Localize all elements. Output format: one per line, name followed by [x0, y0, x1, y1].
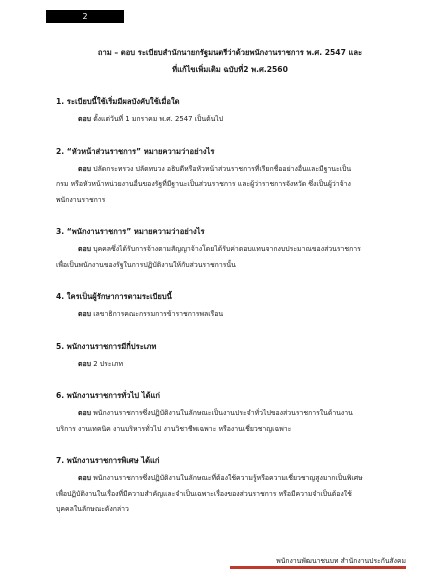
qa-item-6 — [56, 390, 376, 437]
page-number: 2 — [82, 12, 88, 21]
qa-item-2 — [56, 146, 376, 209]
answer-2-line-2: กรม หรือหัวหน้าหน่วยงานอื่นของรัฐที่มีฐานะเป็นส่วนราชการ และผู้ว่าราชการจังหวัด ซึ่งเป็นผู้ว่าจ้าง — [56, 180, 351, 188]
answer-2-line-3: พนักงานราชการ — [56, 195, 106, 204]
question-3: 3. “พนักงานราชการ” หมายความว่าอย่างไร — [56, 227, 205, 236]
question-6: 6. พนักงานราชการทั่วไป ได้แก่ — [56, 391, 161, 400]
document-title — [60, 44, 400, 78]
answer-1-line-1: ตั้งแต่วันที่ 1 มกราคม พ.ศ. 2547 เป็นต้นไป — [93, 115, 224, 123]
answer-7-line-1: พนักงานราชการซึ่งปฏิบัติงานในลักษณะที่ต้องใช้ความรู้หรือความเชี่ยวชาญสูงมากเป็นพิเศษ — [93, 474, 363, 482]
page-number-badge — [46, 10, 124, 23]
answer-7-line-2: เพื่อปฏิบัติงานในเรื่องที่มีความสำคัญและจำเป็นเฉพาะเรื่องของส่วนราชการ หรือมีความจำเป็นต้องใช้ — [56, 489, 352, 498]
answer-3 — [56, 242, 376, 273]
qa-item-4 — [56, 291, 376, 323]
qa-item-5 — [56, 341, 376, 373]
qa-item-1 — [56, 96, 376, 128]
answer-4 — [56, 307, 376, 323]
qa-list — [56, 96, 376, 536]
answer-lead: ตอบ — [78, 474, 91, 482]
answer-1 — [56, 112, 376, 128]
answer-6-line-1: พนักงานราชการซึ่งปฏิบัติงานในลักษณะเป็นงานประจำทั่วไปของส่วนราชการในด้านงาน — [93, 409, 353, 417]
title-line-1: ถาม – ตอบ ระเบียบสำนักนายกรัฐมนตรีว่าด้วยพนักงานราชการ พ.ศ. 2547 และ — [97, 48, 363, 57]
answer-lead: ตอบ — [78, 245, 91, 253]
answer-6 — [56, 406, 376, 437]
footer-rule — [230, 566, 406, 569]
answer-7 — [56, 471, 376, 518]
answer-lead: ตอบ — [78, 409, 91, 417]
answer-3-line-2: เพื่อเป็นพนักงานของรัฐในการปฏิบัติงานให้กับส่วนราชการนั้น — [56, 260, 236, 269]
page-footer: พนักงานพัฒนาชนบท สำนักงานประกันสังคม — [276, 557, 406, 565]
answer-lead: ตอบ — [78, 164, 91, 173]
answer-lead: ตอบ — [78, 359, 91, 368]
qa-item-3 — [56, 226, 376, 273]
answer-3-line-1: บุคคลซึ่งได้รับการจ้างตามสัญญาจ้างโดยได้รับค่าตอบแทนจากงบประมาณของส่วนราชการ — [93, 245, 361, 253]
answer-5 — [56, 357, 376, 373]
question-2: 2. “หัวหน้าส่วนราชการ” หมายความว่าอย่างไร — [56, 146, 215, 156]
question-1: 1. ระเบียบนี้ใช้เริ่มมีผลบังคับใช้เมื่อใด — [56, 97, 180, 106]
answer-lead: ตอบ — [78, 310, 91, 318]
answer-2-line-1: ปลัดกระทรวง ปลัดทบวง อธิบดีหรือหัวหน้าส่วนราชการที่เรียกชื่ออย่างอื่นและมีฐานะเป็น — [93, 164, 352, 173]
question-4: 4. ใครเป็นผู้รักษาการตามระเบียบนี้ — [56, 292, 172, 301]
answer-4-line-1: เลขาธิการคณะกรรมการข้าราชการพลเรือน — [93, 310, 224, 318]
qa-item-7 — [56, 455, 376, 518]
answer-5-line-1: 2 ประเภท — [93, 359, 123, 368]
question-7: 7. พนักงานราชการพิเศษ ได้แก่ — [56, 456, 160, 465]
answer-6-line-2: บริการ งานเทคนิค งานบริหารทั่วไป งานวิชาชีพเฉพาะ หรืองานเชี่ยวชาญเฉพาะ — [56, 424, 292, 433]
title-line-2: ที่แก้ไขเพิ่มเติม ฉบับที่2 พ.ศ.2560 — [172, 65, 288, 74]
answer-7-line-3: บุคคลในลักษณะดังกล่าว — [56, 505, 129, 513]
answer-2 — [56, 162, 376, 209]
answer-lead: ตอบ — [78, 115, 91, 123]
question-5: 5. พนักงานราชการมีกี่ประเภท — [56, 341, 157, 351]
